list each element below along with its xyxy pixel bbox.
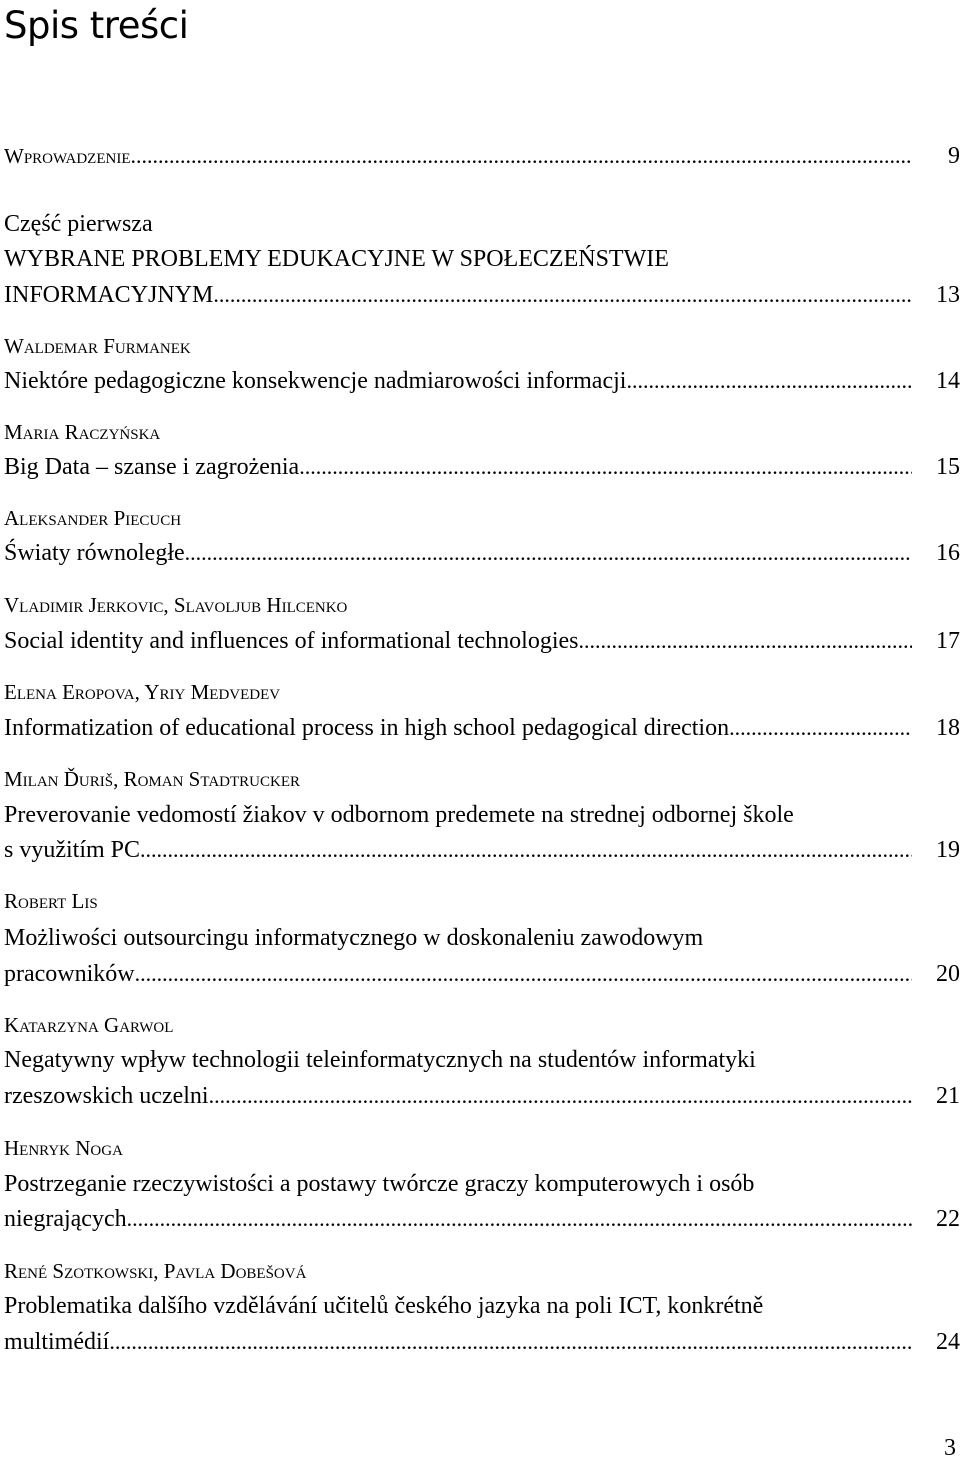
part-title-line: INFORMACYJNYM <box>4 282 214 308</box>
entry-title: Big Data – szanse i zagrożenia <box>4 454 300 480</box>
entry-title: rzeszowskich uczelni <box>4 1083 209 1109</box>
leader-dots <box>213 280 912 310</box>
toc-entry[interactable] <box>4 626 960 656</box>
toc-entry[interactable] <box>4 959 960 989</box>
entry-title: Niektóre pedagogiczne konsekwencje nadmiarowości informacji <box>4 368 627 394</box>
entry-author: Waldemar Furmanek <box>4 334 191 358</box>
leader-dots <box>135 959 912 989</box>
leader-dots <box>140 835 912 865</box>
entry-title: Negatywny wpływ technologii teleinformatycznych na studentów informatyki <box>4 1047 756 1073</box>
entry-title: Social identity and influences of informational technologies <box>4 628 579 654</box>
entry-title: Informatization of educational process in high school pedagogical direction <box>4 715 730 741</box>
entry-author: René Szotkowski, Pavla Dobešová <box>4 1259 307 1283</box>
entry-title: Preverovanie vedomostí žiakov v odbornom predemete na strednej odbornej škole <box>4 802 794 828</box>
page-number: 9 <box>948 143 960 169</box>
entry-title: Możliwości outsourcingu informatycznego w doskonaleniu zawodowym <box>4 925 704 951</box>
leader-dots <box>185 538 912 568</box>
page-title: Spis treści <box>4 4 189 47</box>
leader-dots <box>127 1204 912 1234</box>
toc-entry-intro[interactable] <box>4 141 960 171</box>
leader-dots <box>209 1081 912 1111</box>
page-number: 21 <box>936 1083 960 1109</box>
entry-title: Postrzeganie rzeczywistości a postawy twórcze graczy komputerowych i osób <box>4 1171 755 1197</box>
page-number: 18 <box>936 715 960 741</box>
page-number: 19 <box>936 837 960 863</box>
entry-author: Elena Eropova, Yriy Medvedev <box>4 680 281 704</box>
entry-title: multimédií <box>4 1329 110 1355</box>
page-number: 16 <box>936 540 960 566</box>
intro-label: Wprowadzenie <box>4 144 131 168</box>
toc-entry[interactable] <box>4 538 960 568</box>
page-number: 14 <box>936 368 960 394</box>
entry-title: Światy równoległe <box>4 540 185 566</box>
entry-title: niegrających <box>4 1206 127 1232</box>
entry-author: Henryk Noga <box>4 1136 123 1160</box>
leader-dots <box>729 713 912 743</box>
entry-title: Problematika dalšího vzdělávání učitelů českého jazyka na poli ICT, konkrétně <box>4 1293 764 1319</box>
toc-entry[interactable] <box>4 1327 960 1357</box>
page-number: 13 <box>936 282 960 308</box>
toc-entry[interactable] <box>4 1081 960 1111</box>
page-number: 15 <box>936 454 960 480</box>
page-number: 22 <box>936 1206 960 1232</box>
page-number: 20 <box>936 961 960 987</box>
page-number: 24 <box>936 1329 960 1355</box>
leader-dots <box>626 366 912 396</box>
part-heading: Część pierwsza <box>4 211 153 237</box>
part-title-line: WYBRANE PROBLEMY EDUKACYJNE W SPOŁECZEŃSTWIE <box>4 246 669 272</box>
leader-dots <box>109 1327 912 1357</box>
toc-entry[interactable] <box>4 713 960 743</box>
toc-entry[interactable] <box>4 835 960 865</box>
entry-author: Katarzyna Garwol <box>4 1013 174 1037</box>
entry-author: Milan Ďuriš, Roman Stadtrucker <box>4 767 300 791</box>
toc-entry-part[interactable] <box>4 280 960 310</box>
entry-title: pracowników <box>4 961 135 987</box>
toc-entry[interactable] <box>4 452 960 482</box>
entry-author: Aleksander Piecuch <box>4 506 182 530</box>
leader-dots <box>299 452 912 482</box>
entry-author: Maria Raczyńska <box>4 420 161 444</box>
page-footer-number: 3 <box>944 1435 956 1461</box>
toc-entry[interactable] <box>4 366 960 396</box>
page-number: 17 <box>936 628 960 654</box>
entry-author: Robert Lis <box>4 889 98 913</box>
entry-title: s využitím PC <box>4 837 141 863</box>
leader-dots <box>130 141 912 171</box>
toc-entry[interactable] <box>4 1204 960 1234</box>
entry-author: Vladimir Jerkovic, Slavoljub Hilcenko <box>4 593 348 617</box>
leader-dots <box>579 626 912 656</box>
